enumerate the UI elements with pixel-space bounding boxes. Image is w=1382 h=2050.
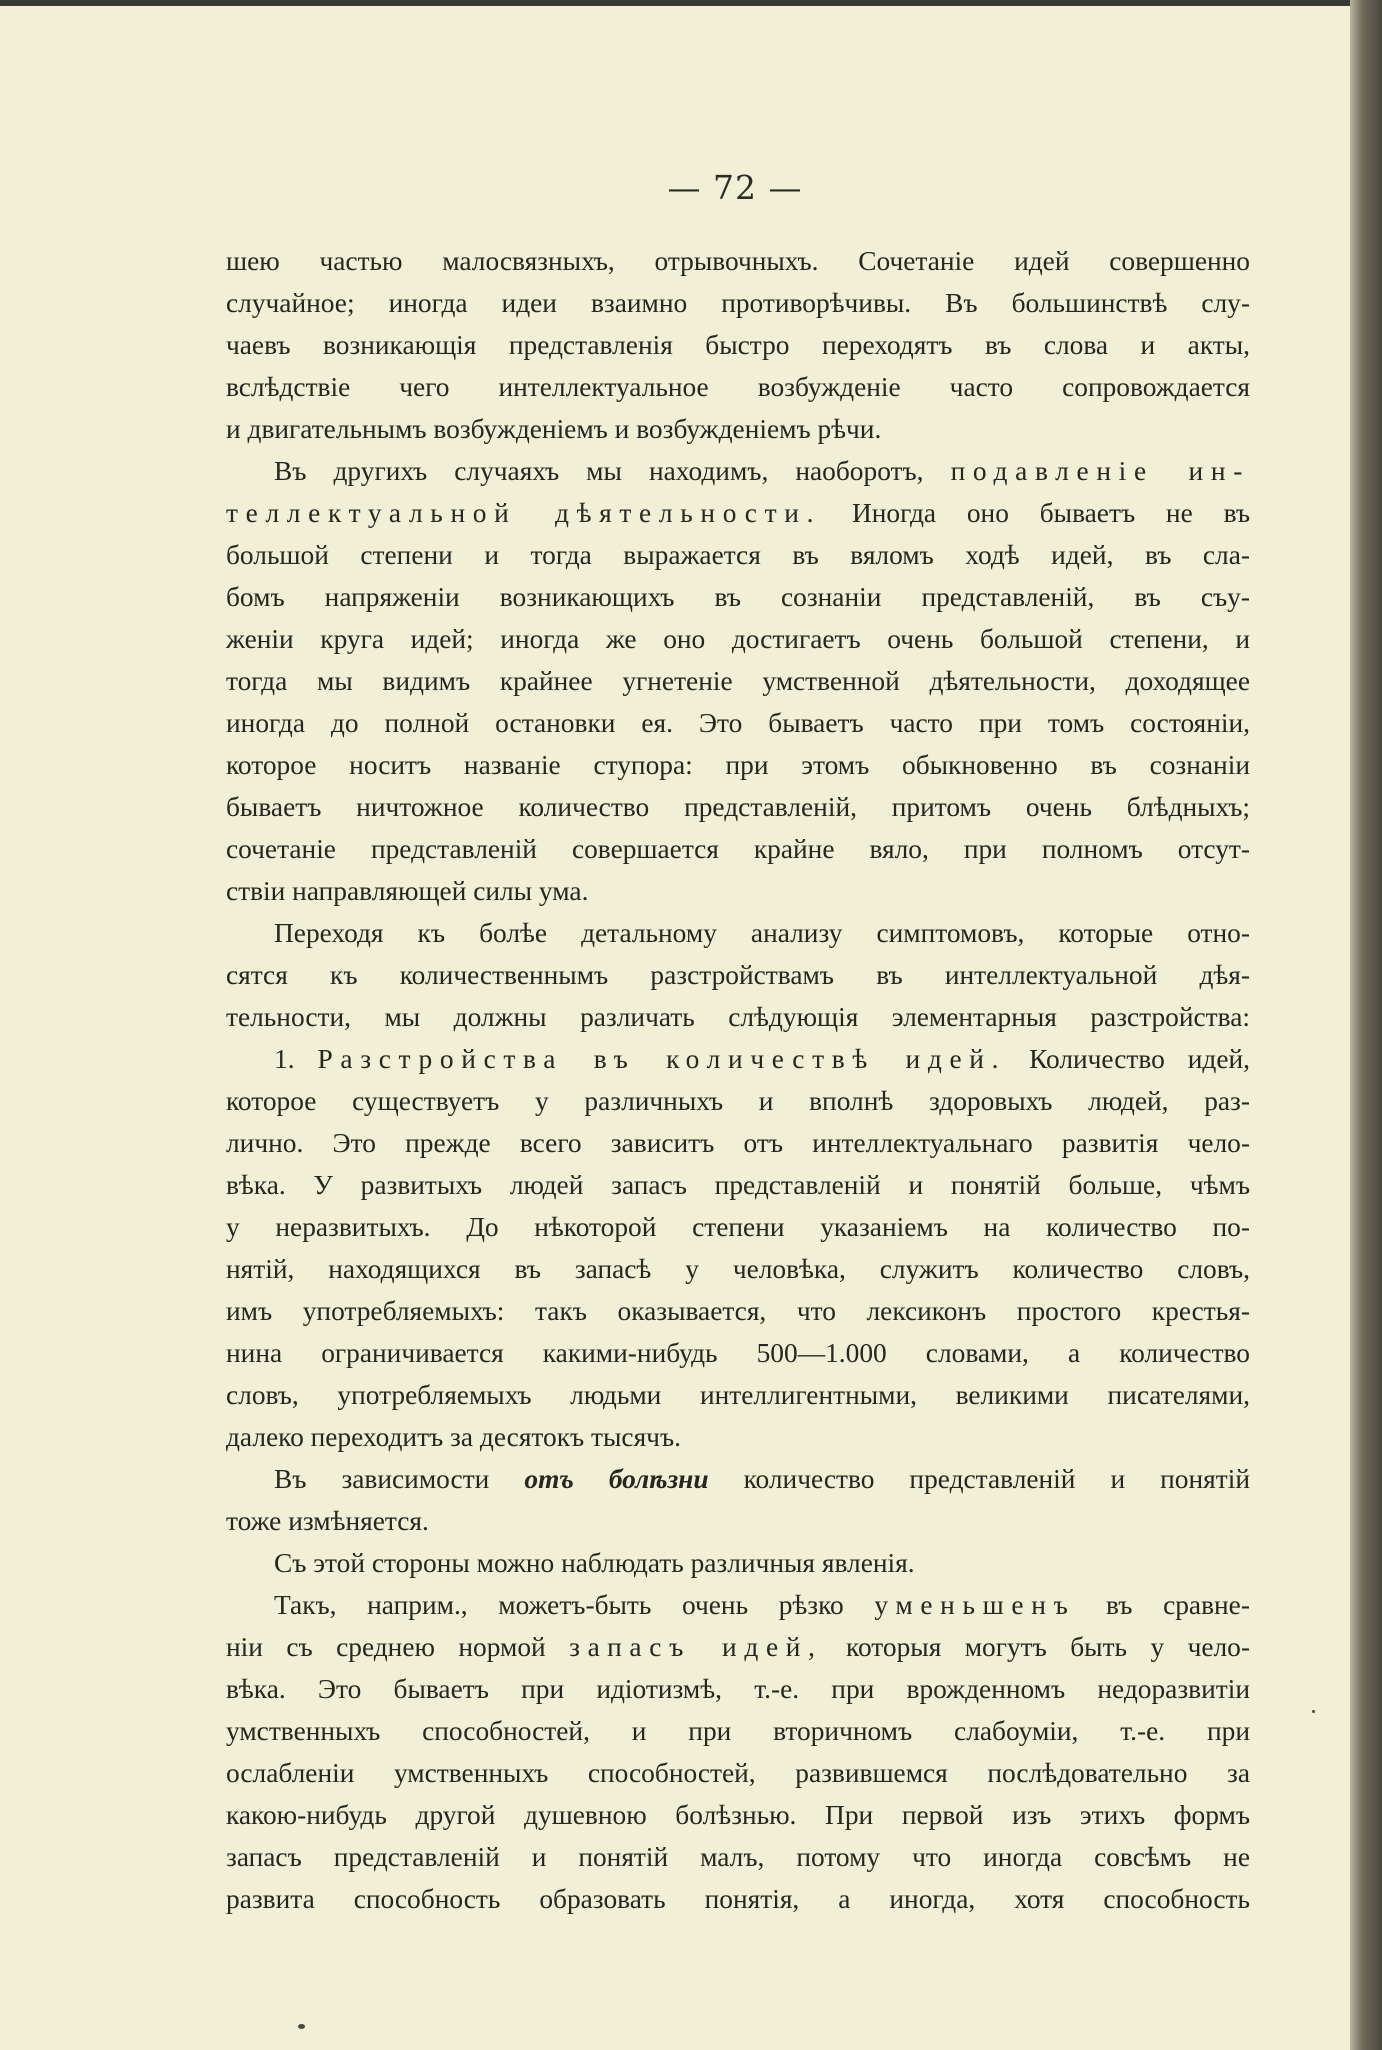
text-line: которое носитъ названіе ступора: при этомъ обыкновенно въ сознаніи	[226, 750, 1250, 780]
text-line: вѣка. Это бываетъ при идіотизмѣ, т.-е. при врожденномъ недоразвитіи	[226, 1674, 1250, 1704]
text-line: у неразвитыхъ. До нѣкоторой степени указаніемъ на количество по-	[226, 1212, 1250, 1242]
text-line: которое существуетъ у различныхъ и вполнѣ здоровыхъ людей, раз-	[226, 1086, 1250, 1116]
text-line: шею частью малосвязныхъ, отрывочныхъ. Сочетаніе идей совершенно	[226, 246, 1250, 276]
text-line	[226, 492, 1250, 534]
text-line: большой степени и тогда выражается въ вяломъ ходѣ идей, въ сла-	[226, 540, 1250, 570]
list-number: 1.	[274, 1044, 295, 1074]
text-segment: Иногда оно бываетъ не въ	[851, 498, 1250, 528]
text-line	[226, 1038, 1250, 1080]
text-line: Переходя къ болѣе детальному анализу симптомовъ, которые отно-	[274, 918, 1250, 948]
text-line: Съ этой стороны можно наблюдать различныя явленія.	[274, 1548, 915, 1578]
spaced-emphasis: Разстройства въ количествѣ идей.	[317, 1044, 1007, 1074]
text-line: и двигательнымъ возбужденіемъ и возбужденіемъ рѣчи.	[226, 414, 882, 444]
text-line: имъ употребляемыхъ: такъ оказывается, что лексиконъ простого крестья-	[226, 1296, 1250, 1326]
text-line: лично. Это прежде всего зависитъ отъ интеллектуальнаго развитія чело-	[226, 1128, 1250, 1158]
paper-speck	[298, 2024, 305, 2029]
text-segment: Количество идей,	[1029, 1044, 1251, 1074]
text-segment: въ сравне-	[1106, 1590, 1250, 1620]
spaced-emphasis: теллектуальной дѣятельности.	[226, 498, 822, 528]
italic-emphasis: отъ болѣзни	[524, 1464, 709, 1494]
text-line: вслѣдствіе чего интеллектуальное возбужденіе часто сопровождается	[226, 372, 1250, 402]
text-line: тогда мы видимъ крайнее угнетеніе умственной дѣятельности, доходящее	[226, 666, 1250, 696]
text-line: нина ограничивается какими-нибудь 500—1.000 словами, а количество	[226, 1338, 1250, 1368]
text-line: чаевъ возникающія представленія быстро переходятъ въ слова и акты,	[226, 330, 1250, 360]
text-line: тельности, мы должны различать слѣдующія элементарныя разстройства:	[226, 1002, 1250, 1032]
text-line: бываетъ ничтожное количество представленій, притомъ очень блѣдныхъ;	[226, 792, 1250, 822]
text-line: вѣка. У развитыхъ людей запасъ представленій и понятій больше, чѣмъ	[226, 1170, 1250, 1200]
text-line: какою-нибудь другой душевною болѣзнью. При первой изъ этихъ формъ	[226, 1800, 1250, 1830]
text-line: развита способность образовать понятія, а иногда, хотя способность	[226, 1884, 1250, 1914]
spaced-emphasis: запасъ идей,	[569, 1632, 823, 1662]
page-binding-edge	[1350, 0, 1382, 2050]
text-line: нятій, находящихся въ запасѣ у человѣка, служитъ количество словъ,	[226, 1254, 1250, 1284]
text-line: женіи круга идей; иногда же оно достигаетъ очень большой степени, и	[226, 624, 1250, 654]
spaced-emphasis: уменьшенъ	[874, 1590, 1076, 1620]
text-line	[226, 1458, 1250, 1500]
page-number: — 72 —	[667, 168, 803, 207]
text-line: ствіи направляющей силы ума.	[226, 876, 589, 906]
text-line: словъ, употребляемыхъ людьми интеллигентными, великими писателями,	[226, 1380, 1250, 1410]
text-segment: Такъ, наприм., можетъ-быть очень рѣзко	[274, 1590, 844, 1620]
text-segment: Въ другихъ случаяхъ мы находимъ, наоборотъ,	[274, 456, 924, 486]
text-line	[226, 1584, 1250, 1626]
body-text	[226, 240, 1250, 1920]
text-line: ослабленіи умственныхъ способностей, развившемся послѣдовательно за	[226, 1758, 1250, 1788]
text-line: сятся къ количественнымъ разстройствамъ въ интеллектуальной дѣя-	[226, 960, 1250, 990]
text-line: тоже измѣняется.	[226, 1506, 429, 1536]
text-line	[226, 450, 1250, 492]
text-line: бомъ напряженіи возникающихъ въ сознаніи представленій, въ съу-	[226, 582, 1250, 612]
text-line: случайное; иногда идеи взаимно противорѣчивы. Въ большинствѣ слу-	[226, 288, 1250, 318]
text-segment: Въ зависимости	[274, 1464, 490, 1494]
text-line: далеко переходитъ за десятокъ тысячъ.	[226, 1422, 681, 1452]
text-line: умственныхъ способностей, и при вторичномъ слабоуміи, т.-е. при	[226, 1716, 1250, 1746]
text-line: иногда до полной остановки ея. Это бываетъ часто при томъ состояніи,	[226, 708, 1250, 738]
text-line: запасъ представленій и понятій малъ, потому что иногда совсѣмъ не	[226, 1842, 1250, 1872]
text-line: сочетаніе представленій совершается крайне вяло, при полномъ отсут-	[226, 834, 1250, 864]
text-segment: количество представленій и понятій	[743, 1464, 1250, 1494]
text-segment: ніи съ среднею нормой	[226, 1632, 546, 1662]
text-line	[226, 1626, 1250, 1668]
paper-speck	[1312, 1710, 1315, 1713]
text-segment: которыя могутъ быть у чело-	[846, 1632, 1250, 1662]
spaced-emphasis: подавленіе ин-	[950, 456, 1250, 486]
